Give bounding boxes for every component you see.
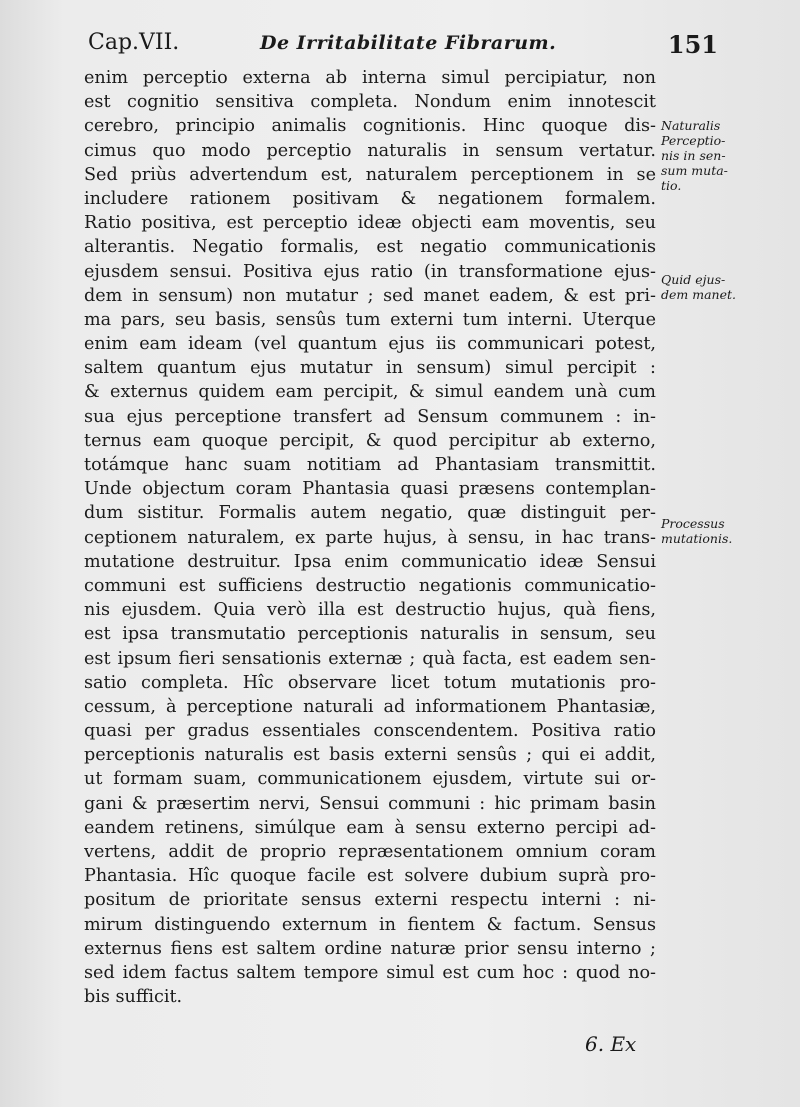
text-line: est cognitio sensitiva completa. Nondum enim innotescit [84, 92, 656, 113]
margin-note-line: Naturalis [661, 118, 721, 133]
text-line: ejusdem sensui. Positiva ejus ratio (in transformatione ejus- [84, 261, 656, 282]
text-line: Sed priùs advertendum est, naturalem perceptionem in se [84, 164, 656, 185]
text-line: vertens, addit de proprio repræsentationem omnium coram [84, 842, 656, 862]
text-line: nis ejusdem. Quia verò illa est destructio hujus, quà fiens, [84, 600, 656, 621]
margin-note-quid [661, 272, 771, 302]
margin-note-naturalis [661, 118, 771, 193]
text-line: externus fiens est saltem ordine naturæ prior sensu interno ; [84, 938, 656, 959]
text-line: Ratio positiva, est perceptio ideæ objecti eam moventis, seu [84, 213, 656, 234]
text-line: includere rationem positivam & negationem formalem. [84, 188, 656, 209]
text-line: est ipsum fieri sensationis externæ ; quà facta, est eadem sen- [84, 648, 656, 669]
text-line: totámque hanc suam notitiam ad Phantasiam transmittit. [84, 455, 656, 475]
page-number: 151 [667, 30, 718, 59]
margin-note-line: sum muta- [661, 163, 728, 178]
text-line: dem in sensum) non mutatur ; sed manet eadem, & est pri- [84, 285, 656, 306]
text-line: mutatione destruitur. Ipsa enim communicatio ideæ Sensui [84, 551, 656, 572]
margin-note-line: Processus [661, 516, 725, 531]
text-line: cessum, à perceptione naturali ad informationem Phantasiæ, [84, 696, 656, 717]
margin-note-line: tio. [661, 178, 682, 193]
margin-note-line: nis in sen- [661, 148, 726, 163]
text-line: positum de prioritate sensus externi respectu interni : ni- [84, 890, 656, 911]
text-line: cerebro, principio animalis cognitionis. Hinc quoque dis- [84, 116, 656, 137]
text-line: Unde objectum coram Phantasia quasi præsens contemplan- [84, 479, 656, 500]
text-line: sua ejus perceptione transfert ad Sensum communem : in- [84, 406, 656, 427]
margin-note-line: mutationis. [661, 531, 733, 546]
text-line: ceptionem naturalem, ex parte hujus, à sensu, in hac trans- [84, 527, 656, 548]
text-line: alterantis. Negatio formalis, est negatio communicationis [84, 237, 656, 258]
text-line: satio completa. Hîc observare licet totum mutationis pro- [84, 672, 656, 693]
text-line: dum sistitur. Formalis autem negatio, quæ distinguit per- [84, 503, 656, 524]
text-line: communi est sufficiens destructio negationis communicatio- [84, 575, 656, 596]
text-line: cimus quo modo perceptio naturalis in sensum vertatur. [84, 140, 656, 161]
running-title: De Irritabilitate Fibrarum. [260, 32, 557, 54]
text-line: bis sufficit. [84, 987, 183, 1008]
text-line: ma pars, seu basis, sensûs tum externi tum interni. Uterque [84, 309, 656, 330]
text-line: eandem retinens, simúlque eam à sensu externo percipi ad- [84, 817, 656, 838]
chapter-label: Cap.VII. [88, 30, 180, 55]
text-line: quasi per gradus essentiales conscendentem. Positiva ratio [84, 721, 656, 742]
text-line: ut formam suam, communicationem ejusdem, virtute sui or- [84, 769, 656, 790]
text-line: mirum distinguendo externum in fientem & factum. Sensus [84, 914, 656, 935]
text-line: saltem quantum ejus mutatur in sensum) simul percipit : [84, 358, 656, 379]
margin-note-processus [661, 516, 771, 546]
margin-note-line: Quid ejus- [661, 272, 726, 287]
text-line: gani & præsertim nervi, Sensui communi : hic primam basin [84, 793, 656, 814]
text-line: & externus quidem eam percipit, & simul eandem unà cum [84, 382, 656, 403]
text-line: enim eam ideam (vel quantum ejus iis communicari potest, [84, 334, 656, 355]
running-header [88, 30, 718, 64]
catchword: 6. Ex [585, 1032, 637, 1056]
text-line: ternus eam quoque percipit, & quod percipitur ab externo, [84, 430, 656, 451]
margin-note-line: Perceptio- [661, 133, 726, 148]
margin-note-line: dem manet. [661, 287, 736, 302]
main-text-block [84, 66, 656, 1009]
text-line: sed idem factus saltem tempore simul est cum hoc : quod no- [84, 962, 656, 983]
text-line: perceptionis naturalis est basis externi sensûs ; qui ei addit, [84, 745, 656, 766]
text-line: Phantasia. Hîc quoque facile est solvere dubium suprà pro- [84, 866, 656, 887]
text-line: est ipsa transmutatio perceptionis naturalis in sensum, seu [84, 624, 656, 645]
text-line: enim perceptio externa ab interna simul percipiatur, non [84, 68, 656, 88]
